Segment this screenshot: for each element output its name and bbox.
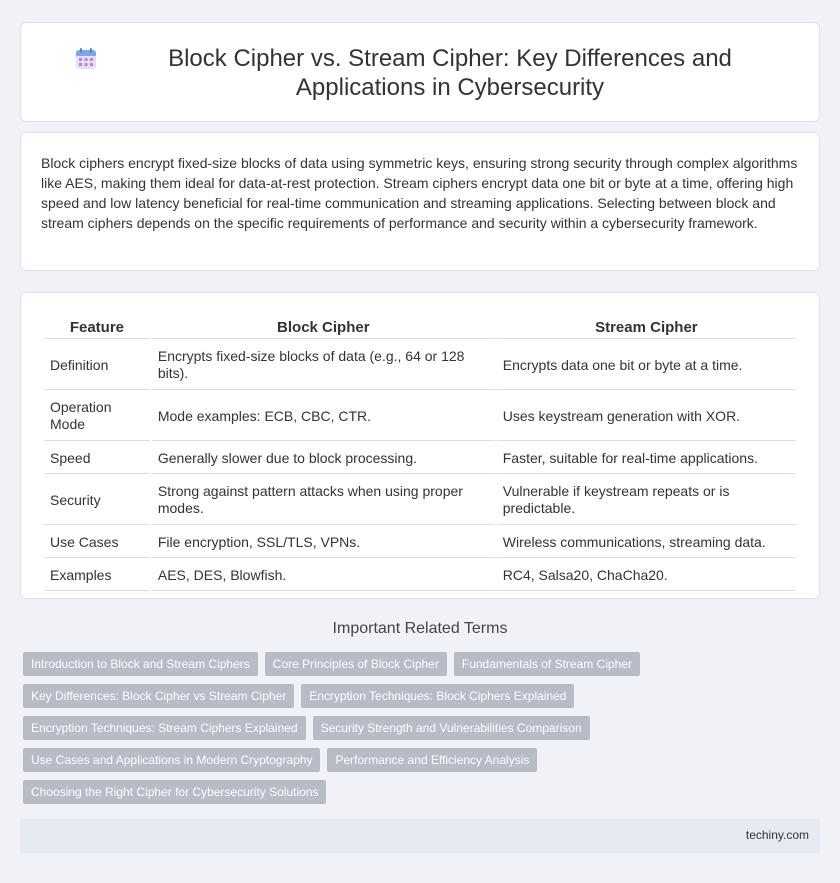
table-row <box>44 443 796 474</box>
page-title: Block Cipher vs. Stream Cipher: Key Differences and Applications in Cybersecurity <box>168 45 732 101</box>
related-term-tag[interactable]: Encryption Techniques: Block Ciphers Explained <box>301 684 574 708</box>
table-row <box>44 527 796 558</box>
block-cipher-cell: Encrypts fixed-size blocks of data (e.g., 64 or 128 bits). <box>152 341 495 390</box>
table-row <box>44 560 796 591</box>
related-terms-list <box>23 652 723 812</box>
block-cipher-cell: Mode examples: ECB, CBC, CTR. <box>152 392 495 441</box>
stream-cipher-cell: Vulnerable if keystream repeats or is predictable. <box>497 476 796 525</box>
block-cipher-cell: Strong against pattern attacks when using proper modes. <box>152 476 495 525</box>
related-term-tag[interactable]: Fundamentals of Stream Cipher <box>454 652 640 676</box>
related-terms-heading: Important Related Terms <box>332 620 508 637</box>
table-row <box>44 476 796 525</box>
block-cipher-cell: Generally slower due to block processing. <box>152 443 495 474</box>
header-stream-cipher: Stream Cipher <box>497 315 796 339</box>
table-row <box>44 341 796 390</box>
footer <box>20 819 820 853</box>
feature-cell: Security <box>44 476 150 525</box>
table-row <box>44 392 796 441</box>
footer-brand[interactable]: techiny.com <box>745 828 809 842</box>
related-term-tag[interactable]: Introduction to Block and Stream Ciphers <box>23 652 258 676</box>
related-term-tag[interactable]: Key Differences: Block Cipher vs Stream Cipher <box>23 684 294 708</box>
feature-cell: Use Cases <box>44 527 150 558</box>
stream-cipher-cell: Wireless communications, streaming data. <box>497 527 796 558</box>
block-cipher-cell: File encryption, SSL/TLS, VPNs. <box>152 527 495 558</box>
feature-cell: Examples <box>44 560 150 591</box>
related-term-tag[interactable]: Choosing the Right Cipher for Cybersecurity Solutions <box>23 780 326 804</box>
comparison-table <box>42 313 798 593</box>
feature-cell: Definition <box>44 341 150 390</box>
feature-cell: Operation Mode <box>44 392 150 441</box>
title-card <box>20 22 820 122</box>
intro-card <box>20 132 820 271</box>
calendar-icon <box>74 47 98 71</box>
header-feature: Feature <box>44 315 150 339</box>
feature-cell: Speed <box>44 443 150 474</box>
related-term-tag[interactable]: Use Cases and Applications in Modern Cryptography <box>23 748 320 772</box>
block-cipher-cell: AES, DES, Blowfish. <box>152 560 495 591</box>
related-term-tag[interactable]: Encryption Techniques: Stream Ciphers Explained <box>23 716 306 740</box>
intro-paragraph: Block ciphers encrypt fixed-size blocks of data using symmetric keys, ensuring strong security through complex algorithms like AES, making them ideal for data-at-rest protection. Stream ciphers encrypt data one bit or byte at a time, offering high speed and low latency beneficial for real-time communication and streaming applications. Selecting between block and stream ciphers depends on the specific requirements of performance and security within a cybersecurity framework. <box>41 155 798 231</box>
table-header-row <box>44 315 796 339</box>
stream-cipher-cell: Faster, suitable for real-time applications. <box>497 443 796 474</box>
stream-cipher-cell: RC4, Salsa20, ChaCha20. <box>497 560 796 591</box>
header-block-cipher: Block Cipher <box>152 315 495 339</box>
related-term-tag[interactable]: Core Principles of Block Cipher <box>265 652 447 676</box>
stream-cipher-cell: Encrypts data one bit or byte at a time. <box>497 341 796 390</box>
related-term-tag[interactable]: Performance and Efficiency Analysis <box>327 748 537 772</box>
stream-cipher-cell: Uses keystream generation with XOR. <box>497 392 796 441</box>
related-term-tag[interactable]: Security Strength and Vulnerabilities Comparison <box>313 716 590 740</box>
comparison-table-card <box>20 292 820 599</box>
